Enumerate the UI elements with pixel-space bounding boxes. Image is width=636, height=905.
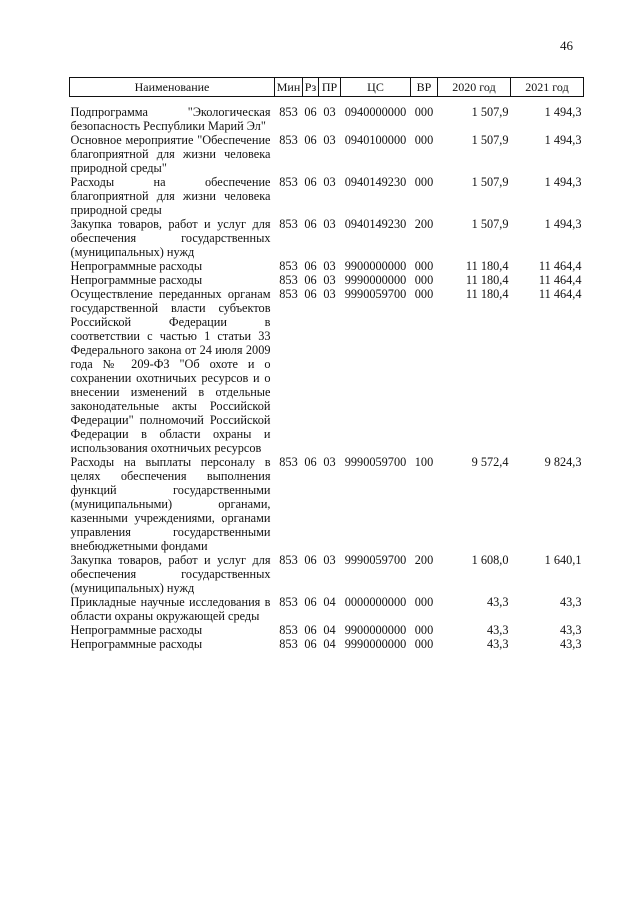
row-cs: 0940000000 <box>344 105 407 119</box>
row-vr: 000 <box>414 105 434 119</box>
table-row <box>70 287 584 455</box>
row-rz: 06 <box>304 217 317 231</box>
row-pr: 03 <box>323 287 336 301</box>
row-cs: 9990059700 <box>344 553 407 567</box>
row-value-2020: 9 572,4 <box>471 455 509 469</box>
row-vr: 100 <box>414 455 434 469</box>
row-name: Расходы на обеспечение благоприятной для жизни человека природной среды <box>70 175 271 217</box>
row-pr: 04 <box>323 637 336 651</box>
row-value-2020: 11 180,4 <box>465 259 509 273</box>
header-2021: 2021 год <box>511 78 584 97</box>
row-rz: 06 <box>304 175 317 189</box>
row-vr: 000 <box>414 623 434 637</box>
row-min: 853 <box>279 455 298 469</box>
row-value-2021: 11 464,4 <box>538 273 582 287</box>
row-value-2020: 1 507,9 <box>471 217 509 231</box>
row-pr: 03 <box>323 175 336 189</box>
row-name: Непрограммные расходы <box>70 259 203 273</box>
row-min: 853 <box>279 259 298 273</box>
row-name: Непрограммные расходы <box>70 637 203 651</box>
row-value-2020: 43,3 <box>486 595 509 609</box>
row-rz: 06 <box>304 273 317 287</box>
row-name: Основное мероприятие "Обеспечение благоприятной для жизни человека природной среды" <box>70 133 271 175</box>
row-cs: 9900000000 <box>344 259 407 273</box>
header-cs: ЦС <box>341 78 411 97</box>
table-header <box>70 78 584 97</box>
row-min: 853 <box>279 595 298 609</box>
table-row <box>70 553 584 595</box>
row-pr: 03 <box>323 259 336 273</box>
row-cs: 9990000000 <box>344 273 407 287</box>
row-name: Прикладные научные исследования в области охраны окружающей среды <box>70 595 271 623</box>
row-pr: 03 <box>323 273 336 287</box>
header-2020: 2020 год <box>438 78 511 97</box>
row-value-2020: 1 507,9 <box>471 175 509 189</box>
row-rz: 06 <box>304 259 317 273</box>
row-pr: 03 <box>323 553 336 567</box>
budget-table <box>69 77 584 651</box>
row-value-2021: 1 494,3 <box>544 217 582 231</box>
row-rz: 06 <box>304 553 317 567</box>
row-rz: 06 <box>304 105 317 119</box>
row-vr: 000 <box>414 259 434 273</box>
row-min: 853 <box>279 637 298 651</box>
header-min: Мин <box>275 78 303 97</box>
row-value-2021: 43,3 <box>559 595 582 609</box>
row-name: Непрограммные расходы <box>70 273 203 287</box>
row-value-2021: 1 640,1 <box>544 553 582 567</box>
row-rz: 06 <box>304 287 317 301</box>
row-name: Закупка товаров, работ и услуг для обеспечения государственных (муниципальных) нужд <box>70 553 271 595</box>
row-cs: 0940149230 <box>344 175 407 189</box>
header-vr: ВР <box>411 78 438 97</box>
row-value-2020: 43,3 <box>486 623 509 637</box>
row-cs: 9900000000 <box>344 623 407 637</box>
row-value-2020: 11 180,4 <box>465 287 509 301</box>
row-min: 853 <box>279 623 298 637</box>
row-value-2021: 1 494,3 <box>544 105 582 119</box>
table-row <box>70 623 584 637</box>
row-min: 853 <box>279 217 298 231</box>
row-value-2021: 11 464,4 <box>538 259 582 273</box>
row-value-2020: 1 507,9 <box>471 105 509 119</box>
row-vr: 200 <box>414 553 434 567</box>
row-vr: 000 <box>414 595 434 609</box>
table-row <box>70 97 584 134</box>
row-min: 853 <box>279 105 298 119</box>
row-pr: 03 <box>323 455 336 469</box>
table-row <box>70 273 584 287</box>
row-value-2021: 43,3 <box>559 637 582 651</box>
row-vr: 000 <box>414 133 434 147</box>
row-rz: 06 <box>304 623 317 637</box>
row-value-2021: 9 824,3 <box>544 455 582 469</box>
row-value-2021: 43,3 <box>559 623 582 637</box>
row-min: 853 <box>279 273 298 287</box>
header-rz: Рз <box>303 78 319 97</box>
row-value-2021: 1 494,3 <box>544 133 582 147</box>
row-cs: 0000000000 <box>344 595 407 609</box>
row-rz: 06 <box>304 595 317 609</box>
row-pr: 03 <box>323 105 336 119</box>
row-name: Закупка товаров, работ и услуг для обеспечения государственных (муниципальных) нужд <box>70 217 271 259</box>
row-vr: 000 <box>414 175 434 189</box>
table-row <box>70 133 584 175</box>
row-rz: 06 <box>304 637 317 651</box>
row-cs: 0940100000 <box>344 133 407 147</box>
table-row <box>70 175 584 217</box>
row-value-2020: 11 180,4 <box>465 273 509 287</box>
row-min: 853 <box>279 287 298 301</box>
row-name: Подпрограмма "Экологическая безопасность Республики Марий Эл" <box>70 105 271 133</box>
table-row <box>70 217 584 259</box>
row-value-2020: 43,3 <box>486 637 509 651</box>
row-name: Расходы на выплаты персоналу в целях обеспечения выполнения функций государственными (муниципальными) органами, казенными учреждениями, органами управления государственными внебюджетными фондами <box>70 455 271 553</box>
row-pr: 03 <box>323 217 336 231</box>
table-row <box>70 455 584 553</box>
row-vr: 000 <box>414 287 434 301</box>
row-pr: 04 <box>323 623 336 637</box>
row-cs: 9990059700 <box>344 287 407 301</box>
row-value-2021: 1 494,3 <box>544 175 582 189</box>
row-min: 853 <box>279 175 298 189</box>
row-value-2021: 11 464,4 <box>538 287 582 301</box>
row-vr: 000 <box>414 273 434 287</box>
header-name: Наименование <box>70 78 275 97</box>
row-rz: 06 <box>304 133 317 147</box>
table-body <box>70 97 584 652</box>
row-cs: 0940149230 <box>344 217 407 231</box>
row-rz: 06 <box>304 455 317 469</box>
row-name: Непрограммные расходы <box>70 623 203 637</box>
row-value-2020: 1 608,0 <box>471 553 509 567</box>
row-min: 853 <box>279 133 298 147</box>
row-cs: 9990059700 <box>344 455 407 469</box>
row-min: 853 <box>279 553 298 567</box>
table-row <box>70 637 584 651</box>
row-pr: 04 <box>323 595 336 609</box>
row-value-2020: 1 507,9 <box>471 133 509 147</box>
row-vr: 200 <box>414 217 434 231</box>
table-row <box>70 595 584 623</box>
row-vr: 000 <box>414 637 434 651</box>
row-cs: 9990000000 <box>344 637 407 651</box>
table-row <box>70 259 584 273</box>
page-number: 46 <box>560 38 573 53</box>
row-pr: 03 <box>323 133 336 147</box>
header-pr: ПР <box>319 78 341 97</box>
row-name: Осуществление переданных органам государственной власти субъектов Российской Федерации в соответствии с частью 1 статьи 33 Федерального закона от 24 июля 2009 года № 209-ФЗ "Об охоте и о сохранении охотничьих ресурсов и о внесении изменений в отдельные законодательные акты Российской Федерации" полномочий Российской Федерации в области охраны и использования охотничьих ресурсов <box>70 287 271 455</box>
